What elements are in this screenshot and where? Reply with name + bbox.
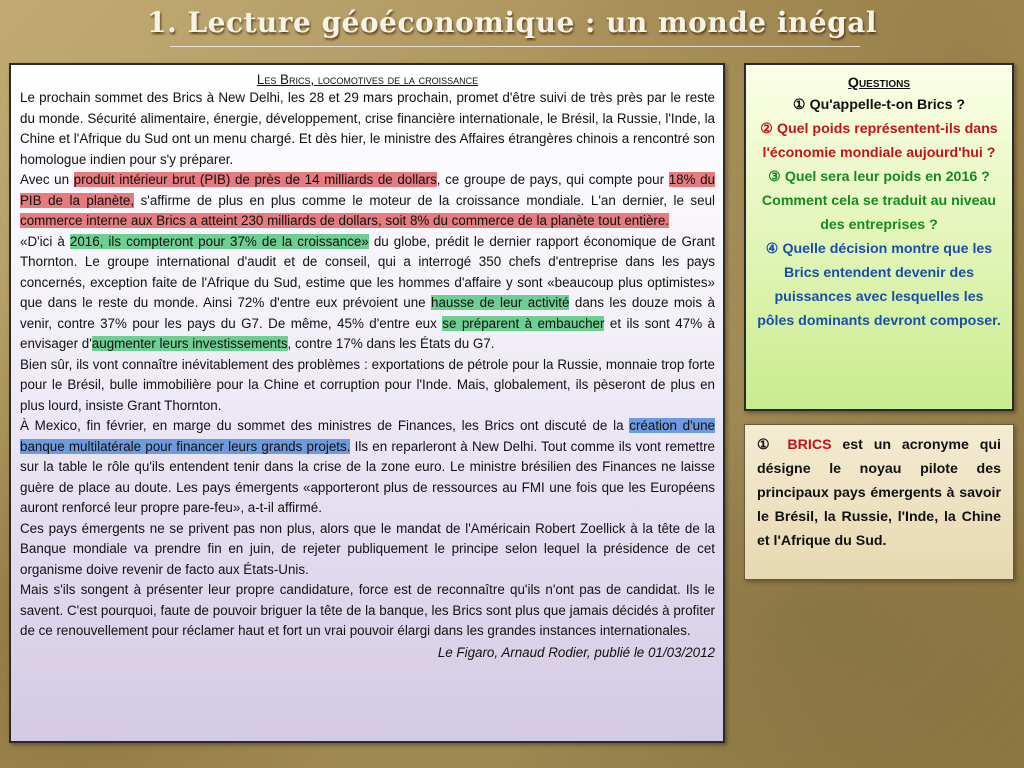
text-segment: et ils sont 47% à envisager d' xyxy=(20,315,715,351)
question-2: ② Quel poids représentent-ils dans l'économie mondiale aujourd'hui ? xyxy=(760,121,998,161)
question-4: ④ Quelle décision montre que les Brics entendent devenir des puissances avec lesquelles les pôles dominants devront composer. xyxy=(757,241,1001,329)
question-1: ① Qu'appelle-t-on Brics ? xyxy=(792,97,966,113)
highlight-bank-creation: création d'une banque multilatérale pour financer leurs grands projets. xyxy=(20,418,715,454)
article-paragraph-6: Ces pays émergents ne se privent pas non plus, alors que le mandat de l'Américain Robert Zoellick à la tête de la Banque mondiale va prendre fin en juin, de rejeter publiquement le principe selon lequel la présidence de cet organisme doive revenir de facto aux États-Unis. xyxy=(20,520,715,577)
highlight-hiring: se préparent à embaucher xyxy=(442,315,605,331)
definition-marker: ① xyxy=(757,437,777,453)
text-segment: Ils en reparleront à New Delhi. Tout comme ils vont remettre sur la table le rôle qu'ils entendent tenir dans la crise de la zone euro. Le ministre brésilien des Finances ne laisse guère de place au doute. Les pays émergents «apporteront plus de ressources au FMI une fois que les Européens auront renforcé leur propre pare-feu», a-t-il affirmé. xyxy=(20,438,715,515)
text-segment: , ce groupe de pays, qui compte pour xyxy=(436,172,669,187)
text-segment: du globe, prédit le dernier rapport économique de Grant Thornton. Le groupe international d'audit et de conseil, qui a interrogé 350 chefs d'entreprise dans les pays concernés, exception faite de l'Afrique du Sud, estime que les hommes d'affaire y sont «beaucoup plus optimistes» que dans le reste du monde. Ainsi 72% d'entre eux prévoient une xyxy=(20,233,715,310)
highlight-activity: hausse de leur activité xyxy=(431,295,570,310)
article-paragraph-5 xyxy=(20,416,715,519)
text-segment: dans les douze mois à venir, contre 37% pour les pays du G7. De même, 45% d'entre eux xyxy=(20,295,715,331)
brics-definition-panel xyxy=(744,424,1014,580)
highlight-investments: augmenter leurs investissements xyxy=(91,336,288,351)
highlight-pib: produit intérieur brut (PIB) de près de 14 milliards de dollars xyxy=(73,172,437,187)
definition-text: est un acronyme qui désigne le noyau pilote des principaux pays émergents à savoir le Brésil, la Russie, l'Inde, la Chine et l'Afrique du Sud. xyxy=(757,437,1001,549)
title-underline xyxy=(170,46,860,47)
highlight-growth-2016: 2016, ils compteront pour 37% de la croissance» xyxy=(69,233,369,249)
question-3: ③ Quel sera leur poids en 2016 ? Comment cela se traduit au niveau des entreprises ? xyxy=(761,169,997,233)
text-segment: Avec un xyxy=(20,172,74,187)
definition-term: BRICS xyxy=(787,437,832,453)
text-segment: s'affirme de plus en plus comme le moteur de la croissance mondiale. L'an dernier, le seul xyxy=(134,192,715,208)
article-paragraph-3 xyxy=(20,232,715,355)
article-paragraph-2 xyxy=(20,170,715,232)
article-panel xyxy=(9,63,725,743)
questions-panel xyxy=(744,63,1014,411)
questions-title: Questions xyxy=(847,75,911,91)
highlight-pib-share: 18% du PIB de la planète, xyxy=(20,172,715,208)
text-segment: , contre 17% dans les États du G7. xyxy=(287,336,495,351)
article-title: Les Brics, locomotives de la croissance xyxy=(256,72,479,87)
article-source: Le Figaro, Arnaud Rodier, publié le 01/03/2012 xyxy=(437,644,715,660)
article-paragraph-1: Le prochain sommet des Brics à New Delhi, les 28 et 29 mars prochain, promet d'être suivi de très près par le reste du monde. Sécurité alimentaire, énergie, développement, crise financière internationale, le Brésil, la Russie, l'Inde, la Chine et l'Afrique du Sud ont un menu chargé. Et dès hier, le ministre des Affaires étrangères chinois a rencontré son homologue indien pour s'y préparer. xyxy=(20,90,715,167)
article-paragraph-4: Bien sûr, ils vont connaître inévitablement des problèmes : exportations de pétrole pour la Russie, monnaie trop forte pour le Brésil, bulle immobilière pour la Chine et corruption pour l'Inde. Mais, globalement, ils pèseront de plus en plus lourd, insiste Grant Thornton. xyxy=(20,356,715,413)
slide-title: 1. Lecture géoéconomique : un monde inégal xyxy=(146,6,878,39)
text-segment: «D'ici à xyxy=(20,233,70,249)
text-segment: À Mexico, fin février, en marge du sommet des ministres de Finances, les Brics ont discuté de la xyxy=(20,418,630,433)
article-paragraph-7: Mais s'ils songent à présenter leur propre candidature, force est de reconnaître qu'ils n'ont pas de candidat. Ils le savent. C'est pourquoi, faute de pouvoir briguer la tête de la banque, les Brics sont plus que jamais décidés à profiter de ce renouvellement pour réclamer haut et fort un vrai pouvoir élargi dans les grandes instances internationales. xyxy=(20,582,715,638)
highlight-internal-trade: commerce interne aux Brics a atteint 230 milliards de dollars, soit 8% du commerce de la planète tout entière. xyxy=(20,213,670,228)
